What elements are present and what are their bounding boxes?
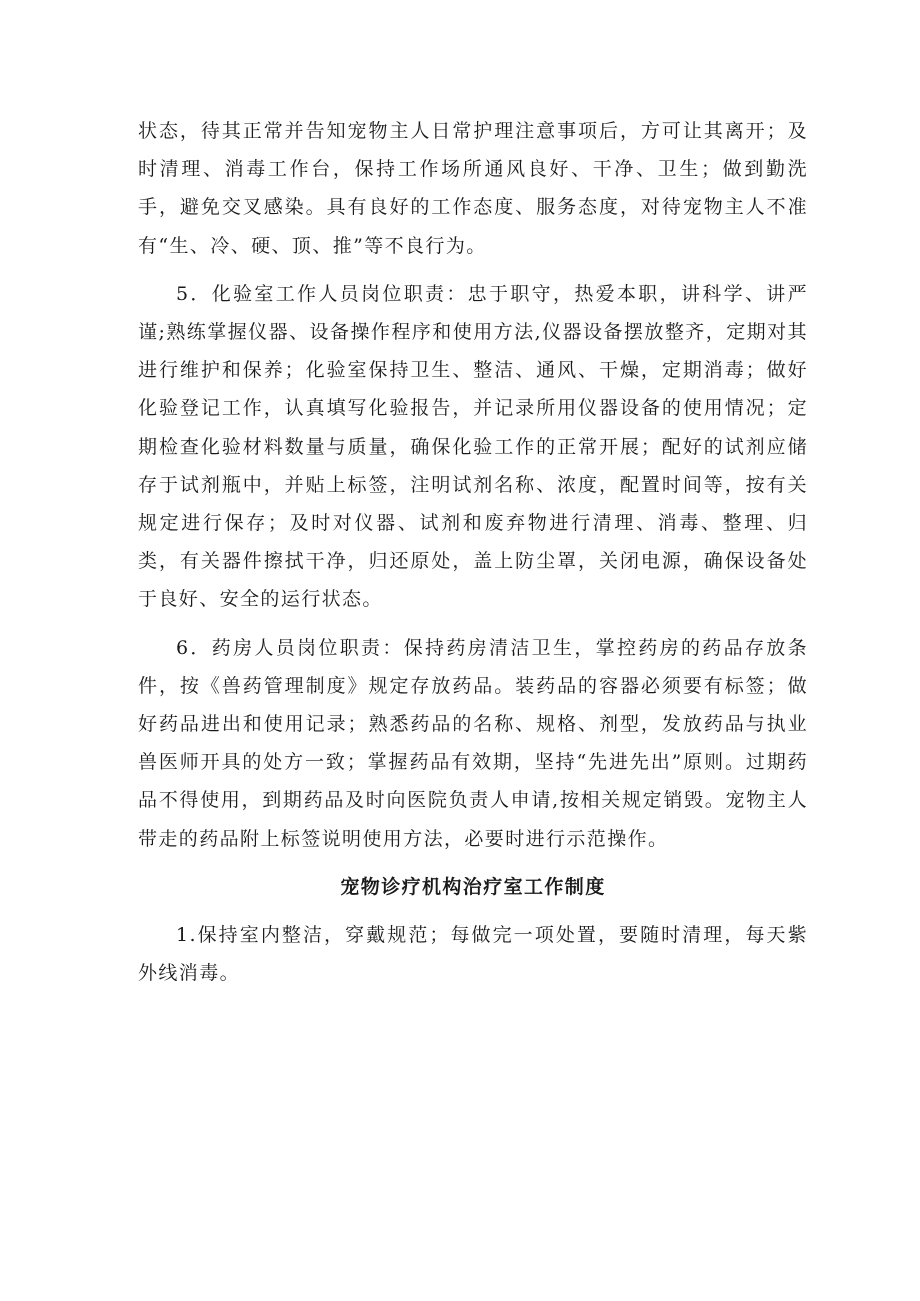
paragraph-treatment-room-rule-1: 1.保持室内整洁，穿戴规范；每做完一项处置，要随时清理，每天紫外线消毒。 <box>138 924 808 985</box>
paragraph-continuation: 状态，待其正常并告知宠物主人日常护理注意事项后，方可让其离开；及时清理、消毒工作台，保持工作场所通风良好、干净、卫生；做到勤洗手，避免交叉感染。具有良好的工作态度、服务态度，对待宠物主人不准有“生、冷、硬、顶、推”等不良行为。 <box>138 120 808 257</box>
paragraph-pharmacy-duties: 6．药房人员岗位职责：保持药房清洁卫生，掌控药房的药品存放条件，按《兽药管理制度》规定存放药品。装药品的容器必须要有标签；做好药品进出和使用记录；熟悉药品的名称、规格、剂型，发放药品与执业兽医师开具的处方一致；掌握药品有效期，坚持“先进先出”原则。过期药品不得使用，到期药品及时向医院负责人申请,按相关规定销毁。宠物主人带走的药品附上标签说明使用方法，必要时进行示范操作。 <box>138 636 808 850</box>
document-page <box>138 112 808 992</box>
paragraph-lab-duties: 5．化验室工作人员岗位职责：忠于职守，热爱本职，讲科学、讲严谨;熟练掌握仪器、设备操作程序和使用方法,仪器设备摆放整齐，定期对其进行维护和保养；化验室保持卫生、整洁、通风、干燥，定期消毒；做好化验登记工作，认真填写化验报告，并记录所用仪器设备的使用情况；定期检查化验材料数量与质量，确保化验工作的正常开展；配好的试剂应储存于试剂瓶中，并贴上标签，注明试剂名称、浓度，配置时间等，按有关规定进行保存；及时对仪器、试剂和废弃物进行清理、消毒、整理、归类，有关器件擦拭干净，归还原处，盖上防尘罩，关闭电源，确保设备处于良好、安全的运行状态。 <box>138 282 808 611</box>
section-title: 宠物诊疗机构治疗室工作制度 <box>340 875 606 898</box>
